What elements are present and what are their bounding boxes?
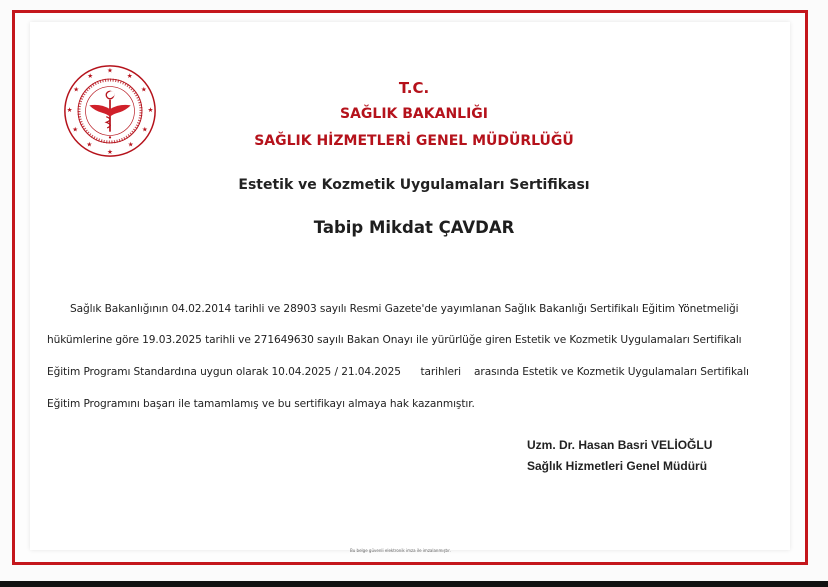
svg-text:★: ★ [66, 105, 73, 114]
header-tc: T.C. [398, 79, 430, 97]
svg-text:★: ★ [141, 125, 148, 134]
certificate-title: Estetik ve Kozmetik Uygulamaları Sertifikası [238, 177, 590, 193]
header-ministry-name: SAĞLIK BAKANLIĞI [340, 106, 488, 122]
signatory-name: Uzm. Dr. Hasan Basri VELİOĞLU [527, 438, 713, 452]
body-text-line: hükümlerine göre 19.03.2025 tarihli ve 271649630 sayılı Bakan Onayı ile yürürlüğe giren Estetik ve Kozmetik Uygulamaları Sertifikalı [47, 334, 742, 346]
e-signature-footer-note: Bu belge güvenli elektronik imza ile imzalanmıştır. [350, 548, 451, 553]
svg-text:★: ★ [86, 140, 93, 149]
header-directorate-name: SAĞLIK HİZMETLERİ GENEL MÜDÜRLÜĞÜ [254, 133, 574, 149]
svg-text:★: ★ [147, 105, 154, 114]
svg-text:★: ★ [126, 72, 133, 81]
signatory-title: Sağlık Hizmetleri Genel Müdürü [527, 459, 708, 473]
svg-text:★: ★ [72, 125, 79, 134]
body-text-line: Eğitim Programı Standardına uygun olarak 10.04.2025 / 21.04.2025 tarihleri arasında Estetik ve Kozmetik Uygulamaları Sertifikalı [47, 366, 749, 378]
body-text-line: Sağlık Bakanlığının 04.02.2014 tarihli ve 28903 sayılı Resmi Gazete'de yayımlanan Sağlık Bakanlığı Sertifikalı Eğitim Yönetmeliği [70, 303, 739, 315]
bottom-dark-strip [0, 581, 828, 587]
svg-text:★: ★ [127, 140, 134, 149]
svg-text:★: ★ [107, 148, 113, 157]
svg-text:★: ★ [107, 66, 113, 75]
svg-text:★: ★ [140, 85, 147, 94]
svg-text:★: ★ [87, 72, 94, 81]
recipient-name: Tabip Mikdat ÇAVDAR [313, 218, 515, 237]
body-text-line: Eğitim Programını başarı ile tamamlamış ve bu sertifikayı almaya hak kazanmıştır. [47, 398, 475, 410]
svg-text:★: ★ [73, 85, 80, 94]
